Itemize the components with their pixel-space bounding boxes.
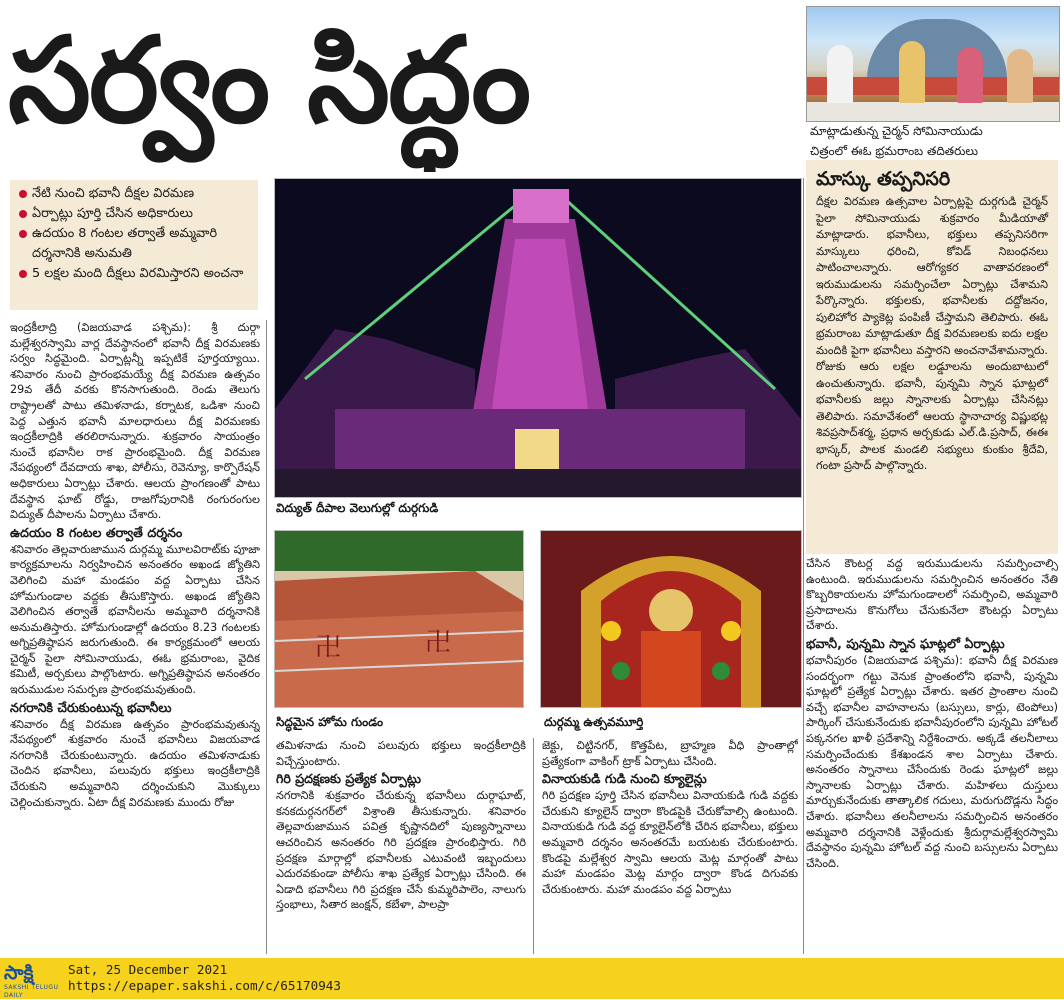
logo-text: సాక్షి	[4, 962, 34, 984]
temple-gopuram-illustration	[275, 179, 801, 497]
column-rule	[533, 738, 534, 954]
footer-info	[68, 962, 341, 994]
mask-sidebar	[806, 160, 1058, 554]
col3-para-2: గిరి ప్రదక్షణ పూర్తి చేసిన భవానీలు వినాయకుడి గుడి వద్దకు చేరుకుని క్యూలైన్‌ ద్వారా కొండపైకి చేరుకోవాల్సి ఉంటుంది. వినాయకుడి గుడి వద్ద క్యూలైన్‌లోకి చేరిన భవానీలు, భక్తులు అమ్మవారి దర్శనం అనంతరమే బయటకు చేరుకుంటారు. కొండపై మల్లేశ్వర స్వామి ఆలయ మెట్ల మార్గంతో పాటు మహా మండపం మెట్ల మార్గం ద్వారా కొండ దిగువకు చేరుకుంటారు. మహా మండపం వద్ద ఏర్పాటు	[542, 789, 798, 896]
col3-subheading: వినాయకుడి గుడి నుంచి క్యూలైన్లు	[542, 771, 707, 787]
column-rule	[266, 320, 267, 954]
article-column-2	[276, 738, 526, 954]
deity-photo-caption: దుర్గమ్మ ఉత్సవమూర్తి	[544, 715, 644, 729]
col4-para-1: చేసిన కౌంటర్ల వద్ద ఇరుముడులను సమర్పించాల్సి ఉంటుంది. ఇరుముడులను సమర్పించిన అనంతరం నేతి కొబ్బరికాయలను హోమగుండాలలో సమర్పించి, అమ్మవారి ప్రసాదాలను కొనుగోలు చేసుకునేలా కౌంటర్లు ఏర్పాటు చేశారు.	[806, 557, 1058, 633]
article-column-4	[806, 556, 1058, 954]
footer-url[interactable]: https://epaper.sakshi.com/c/65170943	[68, 978, 341, 993]
sidebar-text: దీక్షల విరమణ ఉత్సవాల ఏర్పాట్లపై దుర్గగుడి చైర్మన్‌ పైలా సోమినాయుడు శుక్రవారం మీడియాతో మాట్లాడారు. భవానీలు, భక్తులు తప్పనిసరిగా మాస్కులు ధరించి, కోవిడ్‌ నిబంధనలు పాటించాలన్నారు. ఆరోగ్యకర వాతావరణంలో ఇరుముడులను సమర్పించేలా ఏర్పాట్లు చేశామని పేర్కొన్నారు. భక్తులకు, భవానీలకు దద్దోజనం, పులిహోర ప్యాకెట్ల పంపిణీ చేస్తామని తెలిపారు. ఈఓ భ్రమరాంబ మాట్లాడుతూ దీక్ష విరమణలకు ఐదు లక్షల మందికి పైగా భవానీలు వస్తారని అంచనావేశామన్నారు. రోజుకు ఆరు లక్షల లడ్డూలను అందుబాటులో ఉంచుతున్నారు. భవానీ, పున్నమి స్నాన ఘాట్లలో భవానీలకు జల్లు స్నానాలకు ఏర్పాట్లు చేసినట్లు తెలిపారు. సమావేశంలో ఆలయ స్థానాచార్య విష్ణుభట్ల శివప్రసాద్‌శర్మ, ప్రధాన అర్చకుడు ఎల్‌.డి.ప్రసాద్‌, ఈఈ భాస్కర్‌, పాలక మండలి సభ్యులు కుంకుం శ్రీదేవి, గంటా ప్రసాద్‌ పాల్గొన్నారు.	[816, 195, 1048, 472]
col1-subheading-1: ఉదయం 8 గంటల తర్వాతే దర్శనం	[10, 524, 183, 540]
press-meet-caption	[810, 121, 1058, 161]
headline: సర్వం సిద్ధం	[8, 11, 530, 149]
column-rule	[803, 178, 804, 954]
highlights-box	[10, 180, 258, 310]
homa-photo-caption: సిద్ధమైన హోమ గుండం	[276, 715, 384, 729]
footer-bar	[0, 958, 1064, 999]
col1-para-1: ఇంద్రకీలాద్రి (విజయవాడ పశ్చిమ): శ్రీ దుర్గా మల్లేశ్వరస్వామి వార్ల దేవస్థానంలో భవానీ దీక్ష విరమణకు సర్వం సిద్ధమైంది. ఏర్పాట్లన్నీ ఇప్పటికే పూర్తయ్యాయి. శనివారం నుంచి ప్రారంభమయ్యే దీక్ష విరమణ ఉత్సవం 29వ తేదీ వరకు కొనసాగుతుంది. రెండు తెలుగు రాష్ట్రాలతో పాటు తమిళనాడు, కర్నాటక, ఒడిశా నుంచి పెద్ద ఎత్తున భవానీ మాలధారులు దీక్ష విరమణకు ఇంద్రకీలాద్రికి తరలిరానున్నారు. శుక్రవారం సాయంత్రం నుంచే భవానీల రాక ప్రారంభమైంది. దీక్ష విరమణ నేపథ్యంలో దేవదాయ శాఖ, పోలీసు, రెవెన్యూ, కార్పొరేషన్‌ అధికారులు ఏర్పాట్లు చేశారు. ఆలయ ప్రాంగణంతో పాటు దేవస్థాన ఘాట్‌ రోడ్డు, రాజగోపురానికి రంగురంగుల విద్యుత్‌ దీపాలను ఏర్పాటు చేశారు.	[10, 321, 260, 522]
svg-text:卍: 卍	[315, 633, 342, 663]
col4-para-2: భవానీపురం (విజయవాడ పశ్చిమ): భవానీ దీక్ష విరమణ సందర్భంగా గట్టు వెనుక ప్రాంతంలోని భవానీ, పున్నమి ఘాట్లలో ప్రత్యేక ఏర్పాట్లు చేశారు. ఇతర ప్రాంతాల నుంచి వచ్చే భవానీల వాహనాలను (బస్సులు, కార్లు, టెంపోలు) పార్కింగ్‌ చేసుకునేందుకు భవానీపురంలోని పున్నమి హోటల్‌ పక్కనగల ఖాళీ ప్రదేశాన్ని నిర్దేశించారు. అక్కడే తలనీలాలు సమర్పించేందుకు కేశఖండన శాల ఏర్పాటు చేశారు. అనంతరం స్నానాలు చేసేందుకు రెండు ఘాట్లలో జల్లు స్నానాలకు ఏర్పాట్లు చేశారు. మహిళలు దుస్తులు మార్చుకునేందుకు తాత్కాలిక గదులు, మరుగుదొడ్లను సిద్ధం చేశారు. భవానీలు తలనీలాలను సమర్పించిన అనంతరం అమ్మవారి దర్శనానికి వెళ్లేందుకు శ్రీదుర్గామల్లేశ్వరస్వామి దేవస్థానం పున్నమి హోటల్‌ వద్ద నుంచి బస్సులను ఏర్పాటు చేసింది.	[806, 653, 1058, 870]
homa-gundam-illustration	[275, 531, 523, 707]
highlight-item: 5 లక్షల మంది దీక్షలు విరమిస్తారని అంచనా	[16, 264, 252, 284]
temple-night-photo	[274, 178, 802, 498]
footer-date: Sat, 25 December 2021	[68, 962, 228, 977]
col1-para-3: శనివారం దీక్ష విరమణ ఉత్సవం ప్రారంభమవుతున్న నేపథ్యంలో శుక్రవారం నుంచే భవానీలు విజయవాడ నగరానికి చేరుకుంటున్నారు. ఉదయం తమిళనాడుకు చెందిన భవానీలు, పలువురు భక్తులు ఇంద్రకీలాద్రికి చేరుకుని అమ్మవారిని దర్శించుకుని మొక్కులు చెల్లించుకున్నారు. ఏటా దీక్ష విరమణకు ముందు రోజు	[10, 717, 260, 809]
sakshi-logo[interactable]	[4, 962, 60, 999]
highlight-item: ఏర్పాట్లు పూర్తి చేసిన అధికారులు	[16, 204, 252, 224]
sidebar-heading: మాస్కు తప్పనిసరి	[816, 168, 951, 190]
deity-illustration	[541, 531, 801, 707]
homa-gundam-photo	[274, 530, 524, 708]
highlight-item: నేటి నుంచి భవానీ దీక్షల విరమణ	[16, 184, 252, 204]
temple-photo-caption: విద్యుత్‌ దీపాల వెలుగుల్లో దుర్గగుడి	[276, 501, 439, 515]
col1-para-2: శనివారం తెల్లవారుజామున దుర్గమ్మ మూలవిరాట్‌కు పూజా కార్యక్రమాలను నిర్వహించిన అనంతరం అఖండ జ్యోతిని వెలిగించి మహా మండపం వద్ద ఏర్పాటు చేసిన హోమగుండాల వద్దకు తీసుకొస్తారు. అఖండ జ్యోతిని వెలిగించిన తర్వాతే భవానీలను అమ్మవారి దర్శనానికి అనుమతిస్తారు. హోమగుండాల్లో ఉదయం 8.23 గంటలకు అగ్నిప్రతిష్ఠాపన జరుగుతుంది. ఈ కార్యక్రమంలో ఆలయ చైర్మన్‌ పైలా సోమినాయుడు, ఈఓ భ్రమరాంబ, వైదిక కమిటీ, అర్చకులు పాల్గొంటారు. అగ్నిప్రతిష్ఠాపన అనంతరం ఇరుముడుల సమర్పణ ప్రారంభమవుతుంది.	[10, 542, 260, 697]
caption-line-2: చిత్రంలో ఈఓ భ్రమరాంబ తదితరులు	[810, 144, 979, 158]
caption-line-1: మాట్లాడుతున్న చైర్మన్‌ సోమినాయుడు	[810, 124, 983, 138]
deity-photo	[540, 530, 802, 708]
col4-subheading: భవానీ, పున్నమి స్నాన ఘాట్లలో ఏర్పాట్లు	[806, 635, 1005, 651]
logo-subtext: SAKSHI TELUGU DAILY	[4, 984, 59, 999]
svg-text:卍: 卍	[425, 628, 452, 658]
col2-para-2: నగరానికి శుక్రవారం చేరుకున్న భవానీలు దుర్గాఘాట్‌, కనకదుర్గనగర్‌లో విశ్రాంతి తీసుకున్నారు. శనివారం తెల్లవారుజామున పవిత్ర కృష్ణానదిలో పుణ్యస్నానాలు ఆచరించిన అనంతరం గిరి ప్రదక్షణ ప్రారంభిస్తారు. గిరి ప్రదక్షణ మార్గాల్లో భవానీలకు ఎటువంటి ఇబ్బందులు ఎదురవకుండా పోలీసు శాఖ ప్రత్యేక ఏర్పాట్లు చేసింది. ఈ ఏడాది భవానీలు గిరి ప్రదక్షణ చేసే కుమ్మరిపాలెం, నాలుగు స్తంభాలు, సితార జంక్షన్‌, కబేళా, పాలప్రా	[276, 789, 526, 912]
col1-subheading-2: నగరానికి చేరుకుంటున్న భవానీలు	[10, 699, 172, 715]
press-meet-photo	[806, 6, 1060, 122]
article-column-1	[10, 320, 260, 954]
col2-para-1: తమిళనాడు నుంచి పలువురు భక్తులు ఇంద్రకీలాద్రికి విచ్చేస్తుంటారు.	[276, 739, 526, 768]
col2-subheading: గిరి ప్రదక్షణకు ప్రత్యేక ఏర్పాట్లు	[276, 771, 421, 787]
article-column-3	[542, 738, 798, 954]
highlight-item: ఉదయం 8 గంటల తర్వాతే అమ్మవారి దర్శనానికి అనుమతి	[16, 224, 252, 264]
col3-para-1: జెక్టు, చిట్టినగర్‌, కొత్తపేట, బ్రాహ్మణ వీధి ప్రాంతాల్లో ప్రత్యేకంగా వాకింగ్‌ ట్రాక్‌ ఏర్పాటు చేసింది.	[542, 739, 798, 768]
